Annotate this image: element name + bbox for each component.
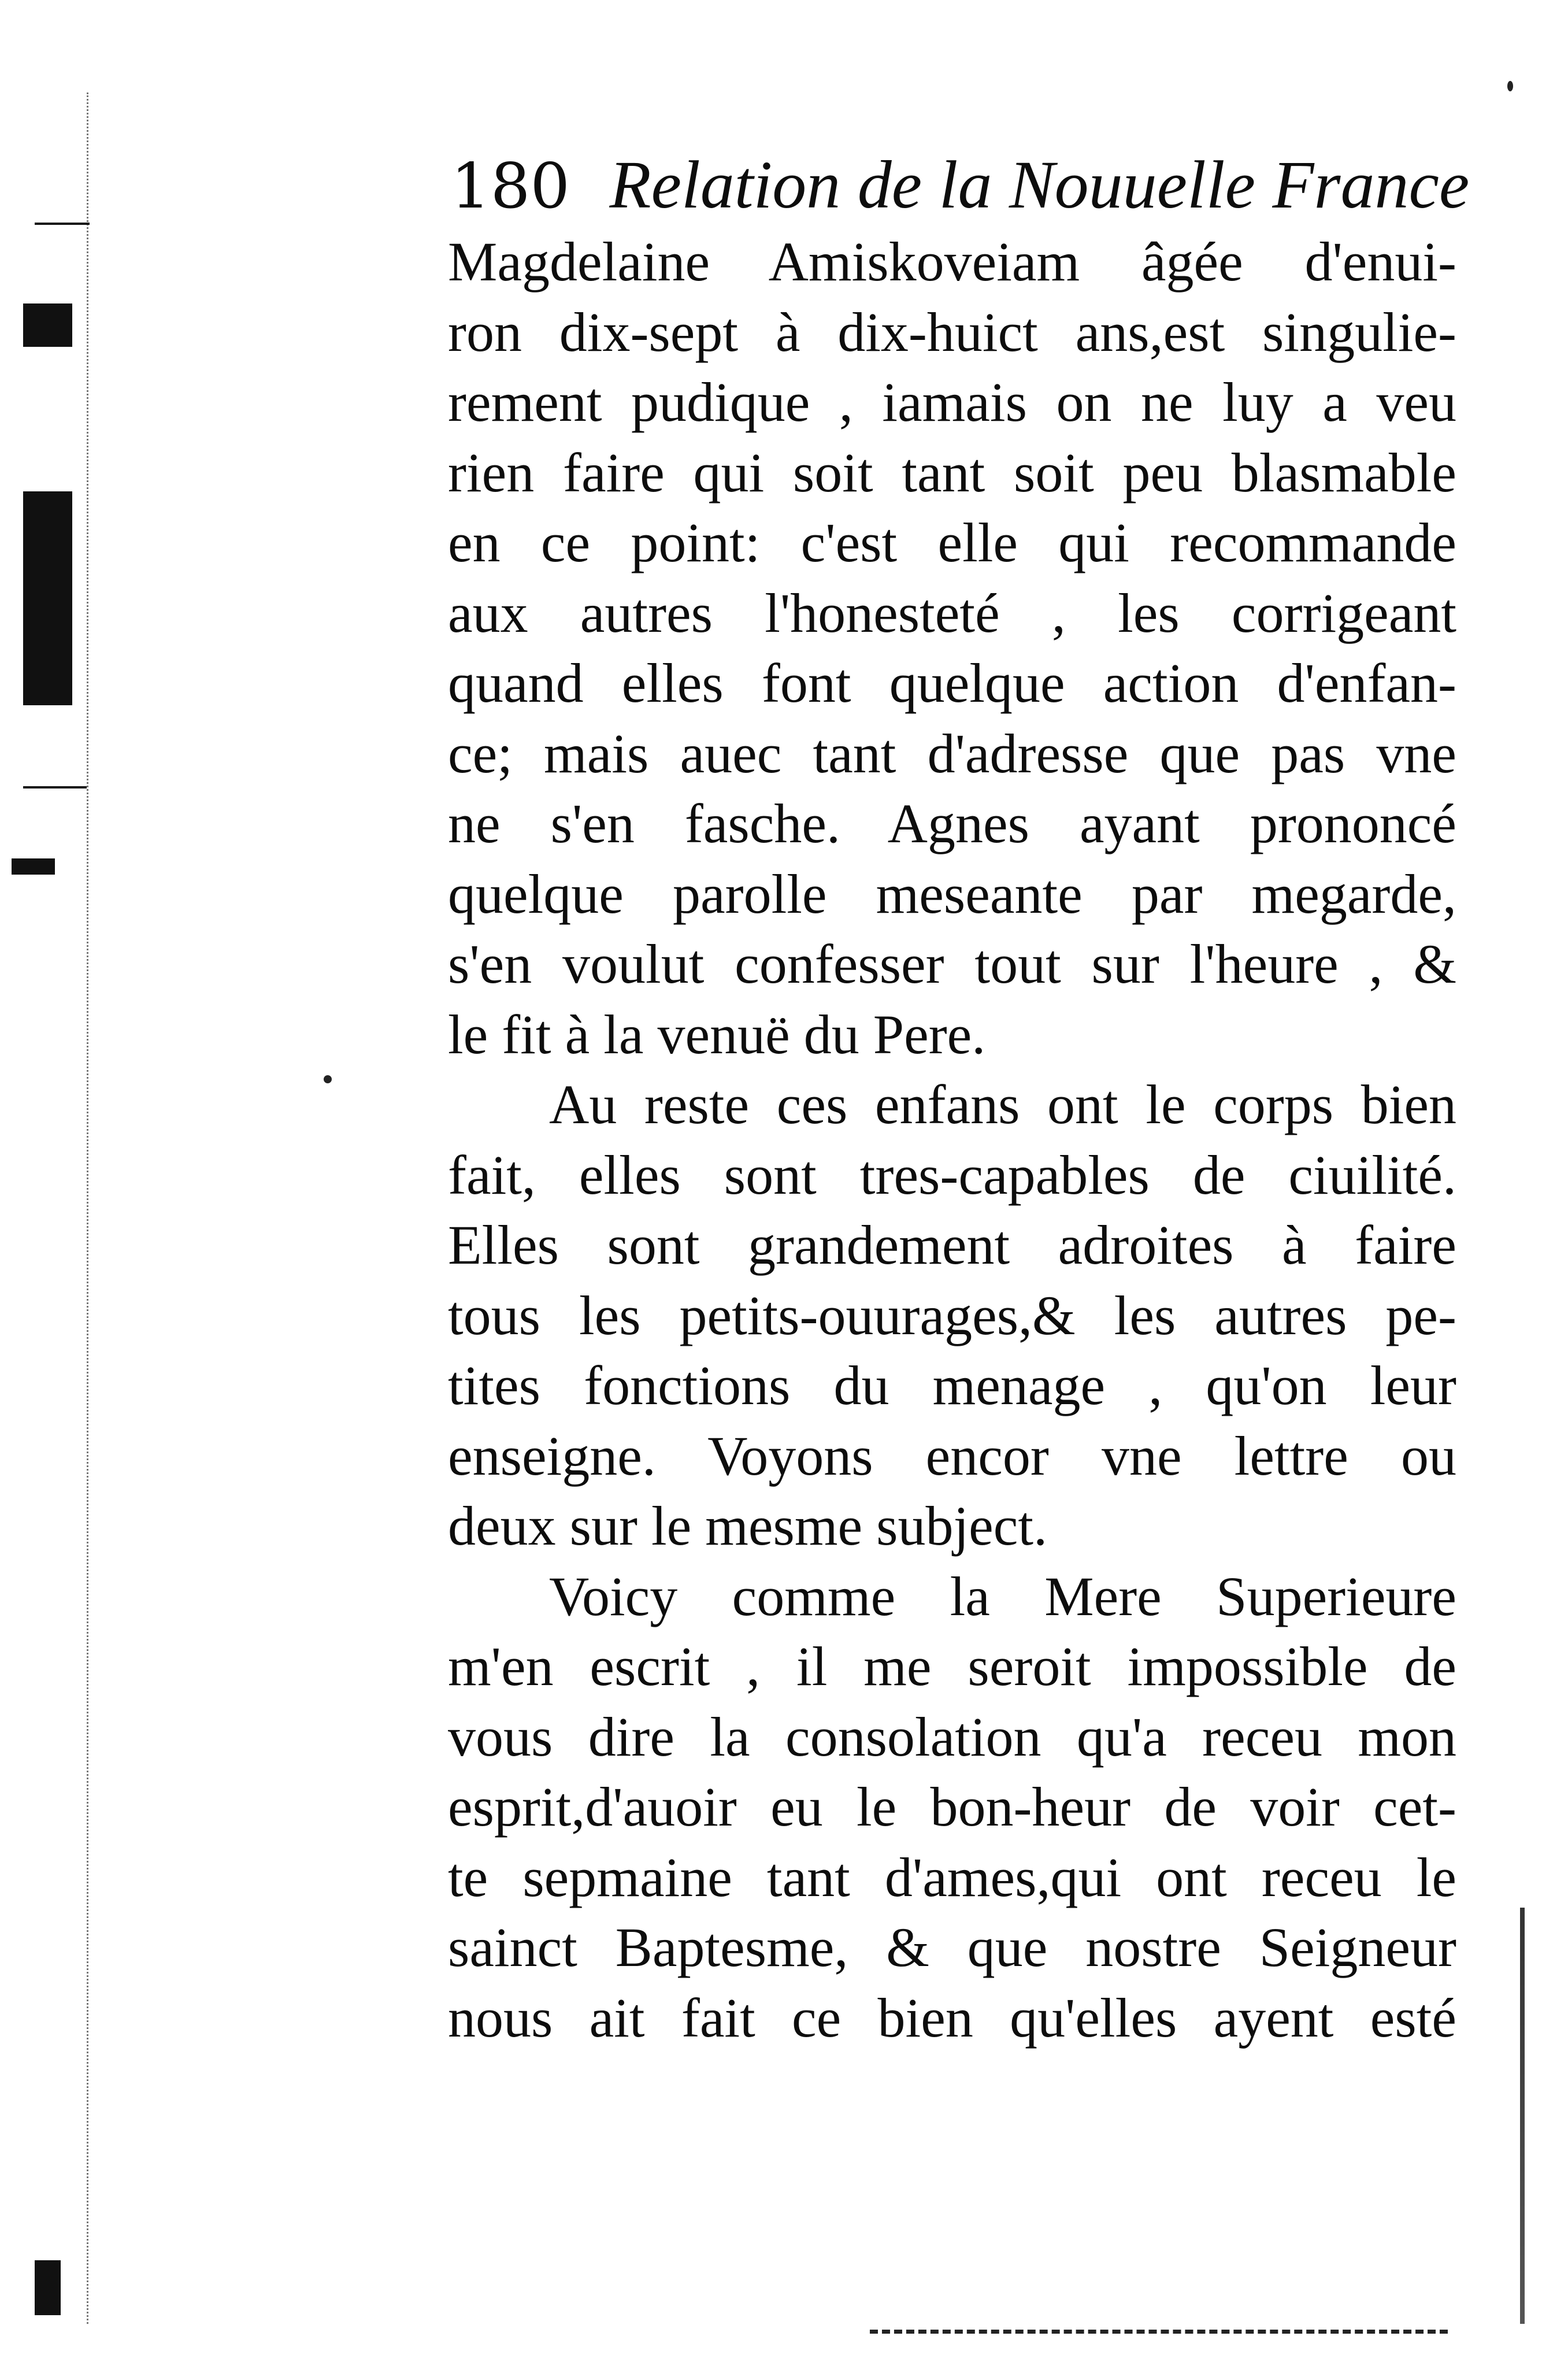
left-edge-mark	[12, 858, 55, 875]
left-edge-dotted-line	[87, 92, 88, 2324]
text-line: ce; mais auec tant d'adresse que pas vne	[448, 722, 1456, 784]
ink-dot	[1507, 81, 1513, 91]
text-line: enseigne. Voyons encor vne lettre ou	[448, 1424, 1456, 1487]
text-line: vous dire la consolation qu'a receu mon	[448, 1705, 1456, 1768]
paragraph	[448, 1561, 1456, 2053]
text-line: sainct Baptesme, & que nostre Seigneur	[448, 1916, 1456, 1978]
text-line: quand elles font quelque action d'enfan-	[448, 652, 1456, 714]
left-edge-tick	[35, 223, 90, 225]
bottom-dashed-rule	[870, 2330, 1448, 2339]
paragraph	[448, 227, 1456, 1069]
text-line: Elles sont grandement adroites à faire	[448, 1214, 1456, 1276]
text-line: ne s'en fasche. Agnes ayant prononcé	[448, 793, 1456, 854]
text-line: le fit à la venuë du Pere.	[448, 1003, 986, 1065]
text-line: Au reste ces enfans ont le corps bien	[549, 1073, 1456, 1135]
text-line: deux sur le mesme subject.	[448, 1495, 1048, 1557]
running-head-title: Relation de la Nouuelle France	[609, 147, 1470, 223]
text-line: Magdelaine Amiskoveiam âgée d'enui-	[448, 231, 1456, 293]
left-edge-mark	[35, 2260, 61, 2315]
text-line: tites fonctions du menage , qu'on leur	[448, 1354, 1456, 1416]
right-edge-shadow	[1520, 1908, 1525, 2324]
text-line: m'en escrit , il me seroit impossible de	[448, 1635, 1456, 1697]
left-edge-tick	[23, 786, 87, 788]
body-text	[448, 227, 1456, 2053]
left-edge-mark	[23, 491, 72, 705]
text-line: te sepmaine tant d'ames,qui ont receu le	[448, 1846, 1456, 1908]
text-line: Voicy comme la Mere Superieure	[549, 1565, 1456, 1627]
text-line: aux autres l'honesteté , les corrigeant	[448, 582, 1456, 644]
page-number: 180	[451, 150, 570, 223]
text-line: fait, elles sont tres-capables de ciuilité.	[448, 1143, 1456, 1206]
text-line: esprit,d'auoir eu le bon-heur de voir cet-	[448, 1776, 1456, 1838]
text-line: tous les petits-ouurages,& les autres pe-	[448, 1284, 1456, 1346]
running-head	[451, 145, 1470, 225]
paragraph	[448, 1069, 1456, 1561]
text-line: en ce point: c'est elle qui recommande	[448, 512, 1456, 573]
ink-dot	[324, 1075, 332, 1083]
text-line: rement pudique , iamais on ne luy a veu	[448, 371, 1456, 433]
text-line: nous ait fait ce bien qu'elles ayent esté	[448, 1986, 1456, 2049]
text-line: s'en voulut confesser tout sur l'heure , &	[448, 933, 1456, 995]
left-edge-mark	[23, 303, 72, 347]
text-line: rien faire qui soit tant soit peu blasmable	[448, 441, 1456, 504]
text-line: ron dix-sept à dix-huict ans,est singulie-	[448, 301, 1456, 363]
text-line: quelque parolle meseante par megarde,	[448, 862, 1456, 925]
